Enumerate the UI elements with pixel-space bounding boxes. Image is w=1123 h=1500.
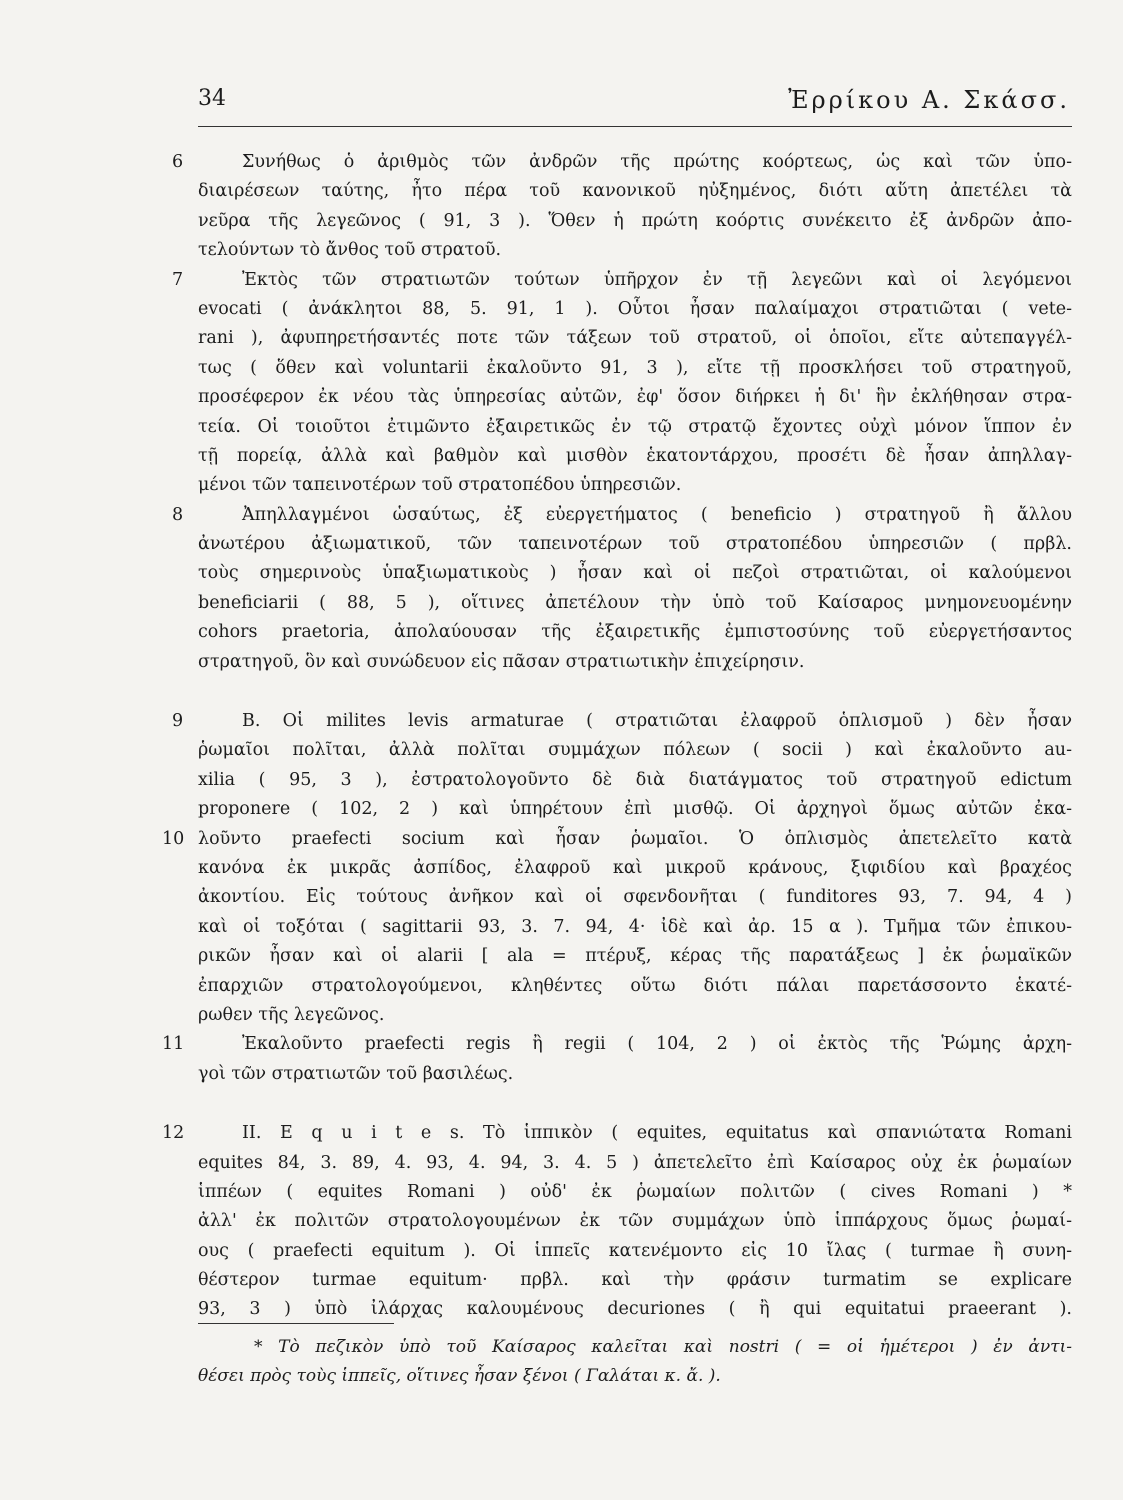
text-line: 8 Ἀπηλλαγμένοι ὡσαύτως, ἐξ εὐεργετήματος ( beneficio ) στρατηγοῦ ἢ ἄλλου [198, 501, 1072, 530]
margin-number: 12 [162, 1123, 185, 1144]
page-body [0, 148, 1123, 1325]
text-line: τῇ πορείᾳ, ἀλλὰ καὶ βαθμὸν καὶ μισθὸν ἑκατοντάρχου, προσέτι δὲ ἦσαν ἀπηλλαγ- [198, 445, 1072, 466]
text-line: ρωθεν τῆς λεγεῶνος. [198, 1004, 385, 1025]
text-line: τεία. Οἱ τοιοῦτοι ἐτιμῶντο ἐξαιρετικῶς ἐν τῷ στρατῷ ἔχοντες οὐχὶ μόνον ἵππον ἐν [198, 416, 1072, 437]
text-line: κανόνα ἐκ μικρᾶς ἀσπίδος, ἐλαφροῦ καὶ μικροῦ κράνους, ξιφιδίου καὶ βραχέος [198, 857, 1072, 878]
text-line: τελούντων τὸ ἄνθος τοῦ στρατοῦ. [198, 240, 502, 261]
text-line: ῥωμαῖοι πολῖται, ἀλλὰ πολῖται συμμάχων πόλεων ( socii ) καὶ ἐκαλοῦντο au- [198, 740, 1072, 761]
footnote [198, 1333, 1072, 1391]
footnote-divider [198, 1323, 394, 1324]
text-line: ἀκοντίου. Εἰς τούτους ἀνῆκον καὶ οἱ σφενδονῆται ( funditores 93, 7. 94, 4 ) [198, 887, 1072, 908]
margin-number: 9 [172, 711, 184, 732]
note-9 [172, 707, 1072, 825]
text-line: evocati ( ἀνάκλητοι 88, 5. 91, 1 ). Οὗτοι ἦσαν παλαίμαχοι στρατιῶται ( vete- [198, 298, 1072, 319]
text-line: ἀλλ' ἐκ πολιτῶν στρατολογουμένων ἐκ τῶν συμμάχων ὑπὸ ἱππάρχους ὅμως ῥωμαί- [198, 1211, 1072, 1232]
text-line: ρικῶν ἦσαν καὶ οἱ alarii [ ala = πτέρυξ, κέρας τῆς παρατάξεως ] ἐκ ῥωμαϊκῶν [198, 946, 1072, 967]
text-line: τως ( ὅθεν καὶ voluntarii ἐκαλοῦντο 91, 3 ), εἴτε τῇ προσκλήσει τοῦ στρατηγοῦ, [198, 357, 1072, 378]
text-line: 6 Συνήθως ὁ ἀριθμὸς τῶν ἀνδρῶν τῆς πρώτης κοόρτεως, ὡς καὶ τῶν ὑπο- [198, 148, 1072, 177]
note-8 [172, 501, 1072, 677]
text-line: στρατηγοῦ, ὃν καὶ συνώδευον εἰς πᾶσαν στρατιωτικὴν ἐπιχείρησιν. [198, 651, 805, 672]
footnote-line: * Τὸ πεζικὸν ὑπὸ τοῦ Καίσαρος καλεῖται καὶ nostri ( = οἱ ἡμέτεροι ) ἐν ἀντι- [254, 1337, 1072, 1357]
text-line: beneficiarii ( 88, 5 ), οἵτινες ἀπετέλουν τὴν ὑπὸ τοῦ Καίσαρος μνημονευομένην [198, 592, 1072, 613]
text-line: proponere ( 102, 2 ) καὶ ὑπηρέτουν ἐπὶ μισθῷ. Οἱ ἀρχηγοὶ ὅμως αὐτῶν ἐκα- [198, 799, 1072, 820]
text-line: 12 II. E q u i t e s. Τὸ ἱππικὸν ( equites, equitatus καὶ σπανιώτατα Romani [198, 1119, 1072, 1148]
text-line: 93, 3 ) ὑπὸ ἰλάρχας καλουμένους decuriones ( ἢ qui equitatui praeerant ). [198, 1299, 1072, 1320]
note-11 [162, 1030, 1072, 1089]
text-line: 7 Ἐκτὸς τῶν στρατιωτῶν τούτων ὑπῆρχον ἐν τῇ λεγεῶνι καὶ οἱ λεγόμενοι [198, 266, 1072, 295]
margin-number: 8 [172, 504, 184, 525]
text-line: 9 B. Οἱ milites levis armaturae ( στρατιῶται ἐλαφροῦ ὁπλισμοῦ ) δὲν ἦσαν [198, 707, 1072, 736]
page-number: 34 [198, 86, 226, 111]
note-7 [172, 266, 1072, 501]
text-line: xilia ( 95, 3 ), ἐστρατολογοῦντο δὲ διὰ διατάγματος τοῦ στρατηγοῦ edictum [198, 769, 1072, 790]
text-line: θέστερον turmae equitum· πρβλ. καὶ τὴν φράσιν turmatim se explicare [198, 1270, 1072, 1291]
text-line: equites 84, 3. 89, 4. 93, 4. 94, 3. 4. 5 ) ἀπετελεῖτο ἐπὶ Καίσαρος οὐχ ἐκ ῥωμαίων [198, 1152, 1072, 1173]
note-10 [162, 825, 1072, 1031]
note-12 [162, 1119, 1072, 1325]
note-6 [172, 148, 1072, 266]
text-line: διαιρέσεων ταύτης, ἦτο πέρα τοῦ κανονικοῦ ηὐξημένος, διότι αὕτη ἀπετέλει τὰ [198, 181, 1072, 202]
margin-number: 11 [162, 1034, 185, 1055]
text-line: cohors praetoria, ἀπολαύουσαν τῆς ἐξαιρετικῆς ἐμπιστοσύνης τοῦ εὐεργετήσαντος [198, 622, 1072, 643]
text-line: ἀνωτέρου ἀξιωματικοῦ, τῶν ταπεινοτέρων τοῦ στρατοπέδου ὑπηρεσιῶν ( πρβλ. [198, 534, 1072, 555]
text-line: νεῦρα τῆς λεγεῶνος ( 91, 3 ). Ὅθεν ἡ πρώτη κοόρτις συνέκειτο ἐξ ἀνδρῶν ἀπο- [198, 210, 1072, 231]
text-line: καὶ οἱ τοξόται ( sagittarii 93, 3. 7. 94, 4· ἰδὲ καὶ ἀρ. 15 α ). Τμῆμα τῶν ἐπικου- [198, 916, 1072, 937]
text-line: τοὺς σημερινοὺς ὑπαξιωματικοὺς ) ἦσαν καὶ οἱ πεζοὶ στρατιῶται, οἱ καλούμενοι [198, 563, 1072, 584]
margin-number: 6 [172, 152, 184, 172]
text-line: ἐπαρχιῶν στρατολογούμενοι, κληθέντες οὕτω διότι πάλαι παρετάσσοντο ἑκατέ- [198, 975, 1072, 996]
text-line: γοὶ τῶν στρατιωτῶν τοῦ βασιλέως. [198, 1063, 514, 1084]
text-line: rani ), ἀφυπηρετήσαντές ποτε τῶν τάξεων τοῦ στρατοῦ, οἱ ὁποῖοι, εἴτε αὐτεπαγγέλ- [198, 328, 1072, 349]
text-line: 11 Ἐκαλοῦντο praefecti regis ἢ regii ( 104, 2 ) οἱ ἐκτὸς τῆς Ῥώμης ἀρχη- [198, 1030, 1072, 1059]
text-line: μένοι τῶν ταπεινοτέρων τοῦ στρατοπέδου ὑπηρεσιῶν. [198, 475, 682, 496]
running-head: Ἐρρίκου Α. Σκάσσ. [788, 86, 1070, 114]
text-line: ους ( praefecti equitum ). Οἱ ἱππεῖς κατενέμοντο εἰς 10 ἴλας ( turmae ἢ συνη- [198, 1240, 1072, 1261]
footnote-line: θέσει πρὸς τοὺς ἱππεῖς, οἵτινες ἦσαν ξένοι ( Γαλάται κ. ἄ. ). [198, 1366, 721, 1386]
page-header [198, 82, 1072, 127]
text-line: 10 λοῦντο praefecti socium καὶ ἦσαν ῥωμαῖοι. Ὁ ὁπλισμὸς ἀπετελεῖτο κατὰ [198, 825, 1072, 854]
margin-number: 7 [172, 269, 184, 290]
text-line: ἱππέων ( equites Romani ) οὐδ' ἐκ ῥωμαίων πολιτῶν ( cives Romani ) * [198, 1181, 1072, 1202]
text-line: προσέφερον ἐκ νέου τὰς ὑπηρεσίας αὐτῶν, ἐφ' ὅσον διήρκει ἡ δι' ἣν ἐκλήθησαν στρα- [198, 387, 1072, 408]
margin-number: 10 [162, 828, 185, 849]
